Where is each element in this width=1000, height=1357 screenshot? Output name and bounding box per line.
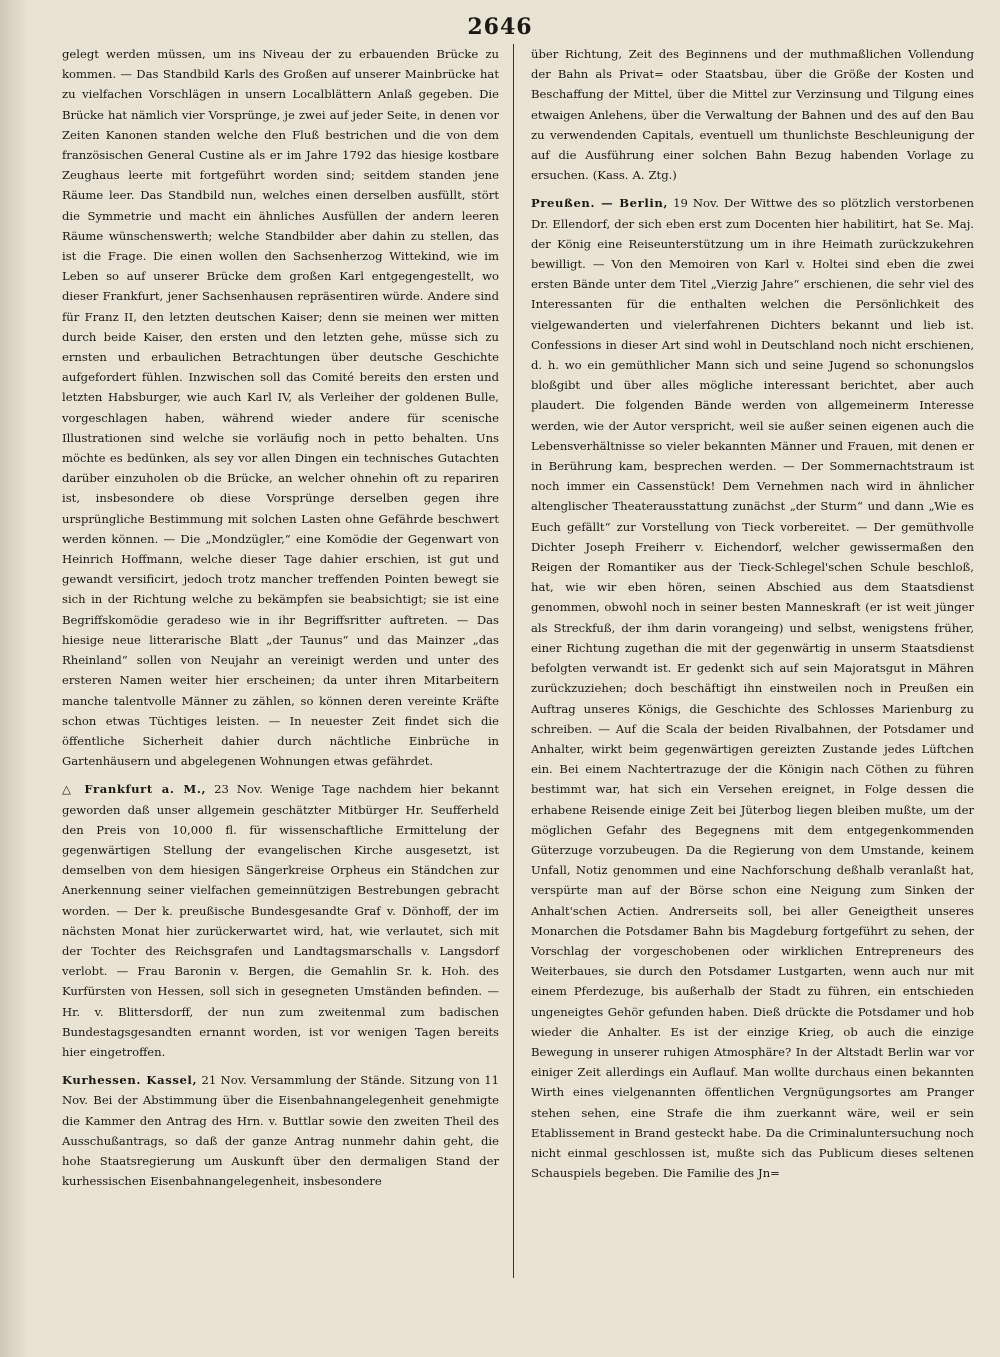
frankfurt-news-text: 23 Nov. Wenige Tage nachdem hier bekannt geworden daß unser allgemein geschätzter Mitbürger Hr. Seufferheld den Preis von 10,000 fl. für wissenschaftliche Ermittelung der gegenwärtigen Stellung der evangelischen Kirche ausgesetzt, ist demselben von dem hiesigen Sängerkreise Orpheus ein Ständchen zur Anerkennung seiner vielfachen gemeinnützigen Bestrebungen gebracht worden. — Der k. preußische Bundesgesandte Graf v. Dönhoff, der im nächsten Monat hier zurückerwartet wird, hat, wie verlautet, sich mit der Tochter des Reichsgrafen und Landtagsmarschalls v. Langsdorf verlobt. — Frau Baronin v. Bergen, die Gemahlin Sr. k. Hoh. des Kurfürsten von Hessen, soll sich in gesegneten Umständen befinden. — Hr. v. Blittersdorff, der nun zum zweitenmal zum badischen Bundestagsgesandten ernannt worden, ist vor wenigen Tagen bereits hier eingetroffen. <box>62 782 499 1059</box>
right-column <box>531 44 974 1183</box>
kurhessen-text: 21 Nov. Versammlung der Stände. Sitzung von 11 Nov. Bei der Abstimmung über die Eisenbahnangelegenheit genehmigte die Kammer den Antrag des Hrn. v. Buttlar sowie den zweiten Theil des Ausschußantrags, so daß der ganze Antrag nunmehr dahin geht, die hohe Staatsregierung um Auskunft über den dermaligen Stand der kurhessischen Eisenbahnangelegenheit, insbesondere <box>62 1073 499 1189</box>
left-paragraph-frankfurt-news <box>62 779 499 1062</box>
right-paragraph-preussen <box>531 193 974 1183</box>
column-divider <box>513 44 514 1278</box>
left-paragraph-kurhessen <box>62 1070 499 1191</box>
left-paragraph-frankfurt-bridge: gelegt werden müssen, um ins Niveau der zu erbauenden Brücke zu kommen. — Das Standbild Karls des Großen auf unserer Mainbrücke hat zu vielfachen Vorschlägen in unsern Localblättern Anlaß gegeben. Die Brücke hat nämlich vier Vorsprünge, je zwei auf jeder Seite, in denen vor Zeiten Kanonen standen welche den Fluß bestrichen und die von dem französischen General Custine als er im Jahre 1792 das hiesige kostbare Zeughaus leerte mit fortgeführt worden sind; seitdem standen jene Räume leer. Das Standbild nun, welches einen derselben ausfüllt, stört die Symmetrie und macht ein ähnliches Ausfüllen der andern leeren Räume wünschenswerth; welche Standbilder aber dahin zu stellen, das ist die Frage. Die einen wollen den Sachsenherzog Wittekind, wie im Leben so auf unserer Brücke dem großen Karl entgegengestellt, wo dieser Frankfurt, jener Sachsenhausen repräsentiren würde. Andere sind für Franz II, den letzten deutschen Kaiser; denn sie meinen wer mitten durch beide Kaiser, den ersten und den letzten gehe, müsse sich zu ernsten und erbaulichen Betrachtungen über deutsche Geschichte aufgefordert fühlen. Inzwischen soll das Comité bereits den ersten und letzten Habsburger, wie auch Karl IV, als Verleiher der goldenen Bulle, vorgeschlagen haben, während wieder andere für scenische Illustrationen sind welche sie vorläufig noch in petto behalten. Uns möchte es bedünken, als sey vor allen Dingen ein technisches Gutachten darüber einzuholen ob die Brücke, an welcher ohnehin oft zu repariren ist, insbesondere ob diese Vorsprünge derselben gegen ihre ursprüngliche Bestimmung mit solchen Lasten ohne Gefährde beschwert werden können. — Die „Mondzügler,“ eine Komödie der Gegenwart von Heinrich Hoffmann, welche dieser Tage dahier erschien, ist gut und gewandt versificirt, jedoch trotz mancher treffenden Pointen bewegt sie sich in der Richtung welche zu bekämpfen sie beabsichtigt; sie ist eine Begriffskomödie geradeso wie in ihr Begriffsritter auftreten. — Das hiesige neue litterarische Blatt „der Taunus“ und das Mainzer „das Rheinland“ sollen von Neujahr an vereinigt werden und unter des ersteren Namen weiter hier erscheinen; da unter ihren Mitarbeitern manche talentvolle Männer zu zählen, so können deren vereinte Kräfte schon etwas Tüchtiges leisten. — In neuester Zeit findet sich die öffentliche Sicherheit dahier durch nächtliche Einbrüche in Gartenhäusern und abgelegenen Wohnungen etwas gefährdet. <box>62 47 499 769</box>
dateline-kurhessen: Kurhessen. Kassel, <box>62 1073 198 1088</box>
right-paragraph-kurhessen-continued: über Richtung, Zeit des Beginnens und der muthmaßlichen Vollendung der Bahn als Privat= oder Staatsbau, über die Größe der Kosten und Beschaffung der Mittel, über die Mittel zur Verzinsung und Tilgung eines etwaigen Anlehens, über die Verwaltung der Bahnen und des auf den Bau zu verwendenden Capitals, eventuell um thunlichste Beschleunigung der auf die Ausführung einer solchen Bahn Bezug habenden Vorlage zu ersuchen. (Kass. A. Ztg.) <box>531 47 974 183</box>
page-shadow-left <box>0 0 28 1357</box>
dateline-berlin: Preußen. — Berlin, <box>531 196 669 211</box>
berlin-news-text: 19 Nov. Der Wittwe des so plötzlich verstorbenen Dr. Ellendorf, der sich eben erst zum Docenten hier habilitirt, hat Se. Maj. der König eine Reiseunterstützung um in ihre Heimath zurückzukehren bewilligt. — Von den Memoiren von Karl v. Holtei sind eben die zwei ersten Bände unter dem Titel „Vierzig Jahre“ erschienen, die sehr viel des Interessanten für die enthalten welchen die Persönlichkeit des vielgewanderten und vielerfahrenen Dichters bekannt und lieb ist. Confessions in dieser Art sind wohl in Deutschland noch nicht erschienen, d. h. wo ein gemüthlicher Mann sich und seine Jugend so schonungslos bloßgibt und über alles mögliche interessant berichtet, aber auch plaudert. Die folgenden Bände werden von allgemeinerm Interesse werden, wie der Autor verspricht, weil sie außer seinen eigenen auch die Lebensverhältnisse so vieler bekannten Männer und Frauen, mit denen er in Berührung kam, besprechen werden. — Der Sommernachtstraum ist noch immer ein Cassenstück! Dem Vernehmen nach wird in ähnlicher altenglischer Theaterausstattung zunächst „der Sturm“ und dann „Wie es Euch gefällt“ zur Vorstellung von Tieck vorbereitet. — Der gemüthvolle Dichter Joseph Freiherr v. Eichendorf, welcher gewissermaßen den Reigen der Romantiker aus der Tieck-Schlegel'schen Schule beschloß, hat, wie wir eben hören, seinen Abschied aus dem Staatsdienst genommen, obwohl noch in seiner besten Manneskraft (er ist weit jünger als Streckfuß, der ihm darin vorangeing) und selbst, wenigstens früher, einer Richtung zugethan die mit der gegenwärtig in unserm Staatsdienst befolgten verwandt ist. Er gedenkt sich auf sein Majoratsgut in Mähren zurückzuziehen; doch beschäftigt ihn einstweilen noch in Preußen ein Auftrag unseres Königs, die Geschichte des Schlosses Marienburg zu schreiben. — Auf die Scala der beiden Rivalbahnen, der Potsdamer und Anhalter, wirkt beim gegenwärtigen gereizten Zustande jedes Lüftchen ein. Bei einem Nachtertrazuge der die Königin nach Cöthen zu führen bestimmt war, hat sich ein Versehen ereignet, in Folge dessen die erhabene Reisende einige Zeit bei Jüterbog liegen bleiben mußte, um der möglichen Gefahr des Begegnens mit dem entgegenkommenden Güterzuge vorzubeugen. Da die Regierung von dem Umstande, keinem Unfall, Notiz genommen und eine Nachforschung deßhalb veranlaßt hat, verspürte man auf der Börse schon eine Neigung zum Sinken der Anhalt'schen Actien. Andrerseits soll, bei aller Geneigtheit unseres Monarchen die Potsdamer Bahn bis Magdeburg fortgeführt zu sehen, der Vorschlag der vorgeschobenen oder wirklichen Entrepreneurs des Weiterbaues, sie durch den Potsdamer Lustgarten, wenn auch nur mit einem Pferdezuge, bis außerhalb der Stadt zu führen, ein entschieden ungeneigtes Gehör gefunden haben. Dieß drückte die Potsdamer und hob wieder die Anhalter. Es ist der einzige Krieg, ob auch die einzige Bewegung in unserer ruhigen Atmosphäre? In der Altstadt Berlin war vor einiger Zeit allerdings ein Auflauf. Man wollte durchaus einen bekannten Wirth eines vielgenannten öffentlichen Vergnügungsortes am Pranger stehen sehen, eine Strafe die ihm zuerkannt wäre, weil er sein Etablissement in Brand gesteckt habe. Da die Criminaluntersuchung noch nicht einmal geschlossen ist, mußte sich das Publicum dieses seltenen Schauspiels begeben. Die Familie des Jn= <box>531 196 975 1181</box>
left-column <box>62 44 499 1191</box>
page-number: 2646 <box>467 14 533 40</box>
dateline-frankfurt: △ Frankfurt a. M., <box>62 782 207 797</box>
